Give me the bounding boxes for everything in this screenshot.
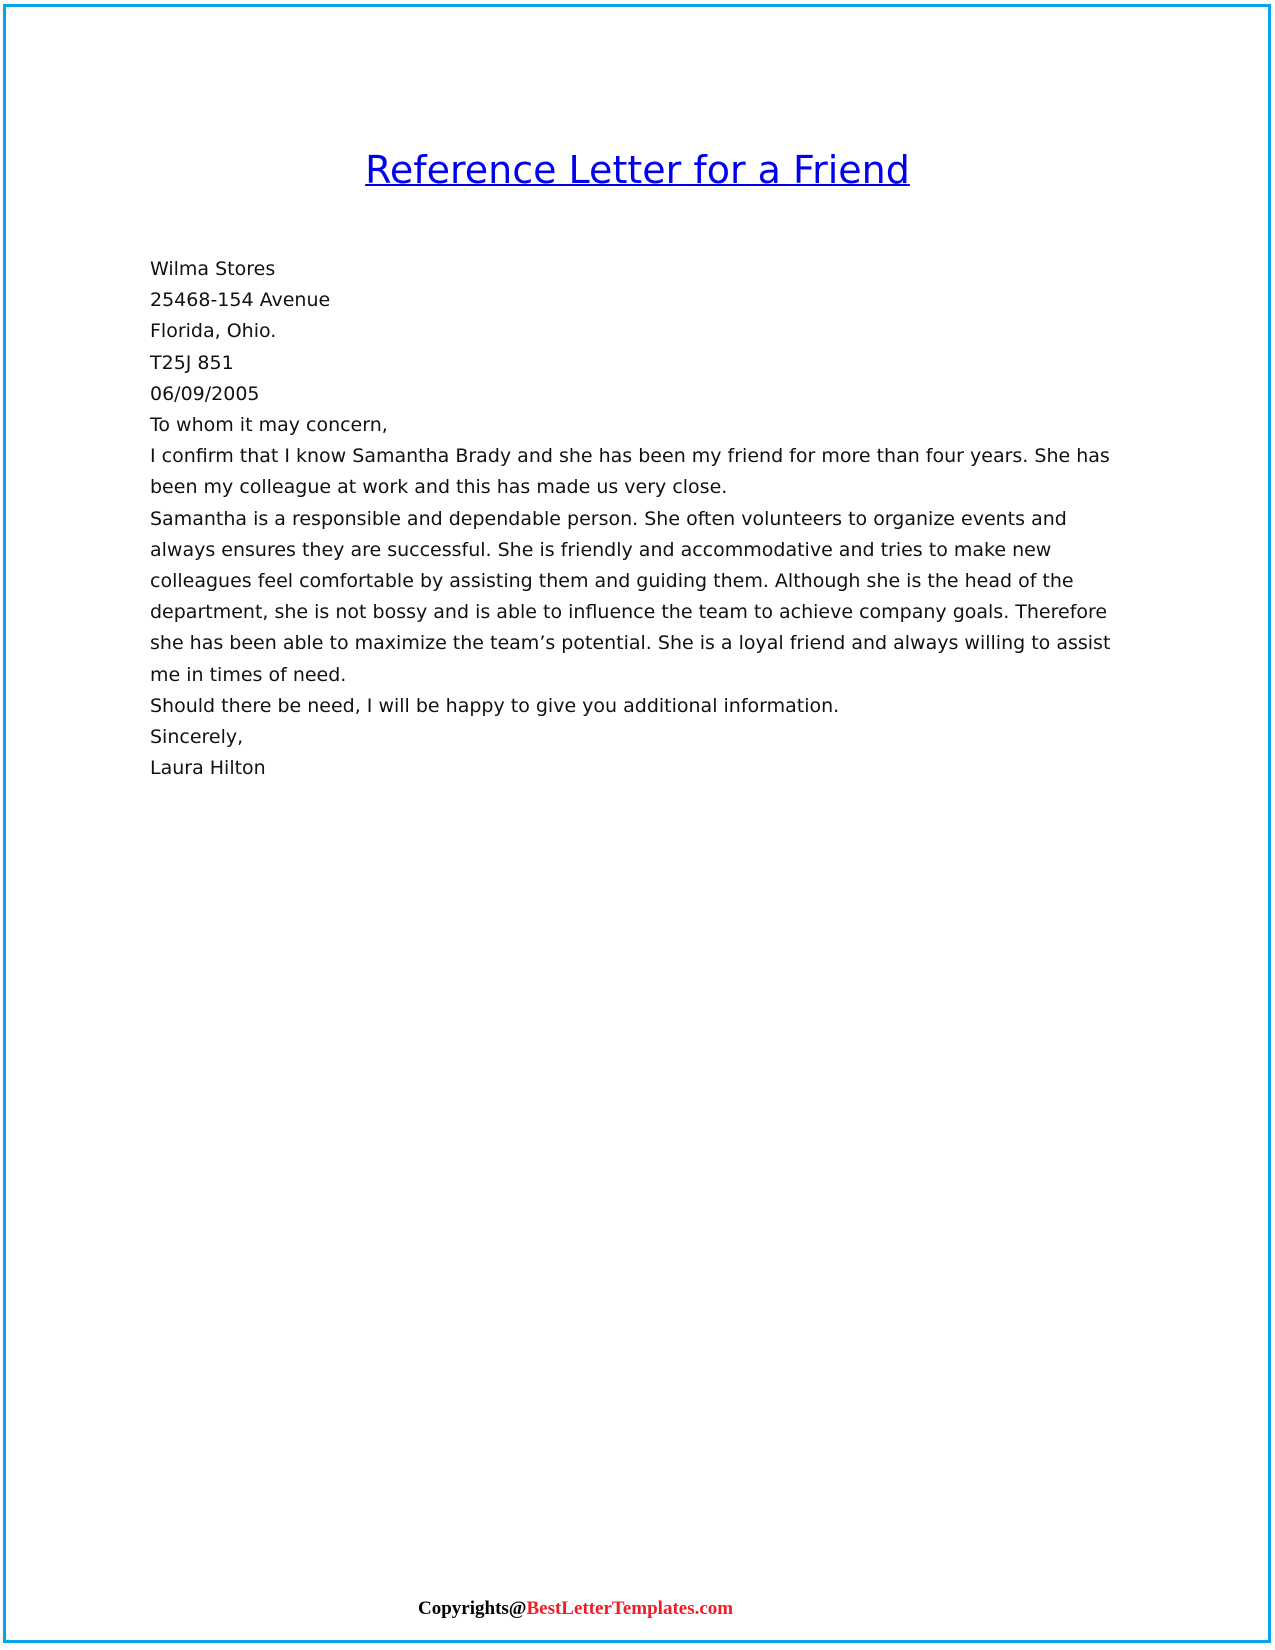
letter-date: 06/09/2005	[150, 382, 260, 405]
paragraph: I confirm that I know Samantha Brady and she has been my friend for more than four years. She has been my colleague at work and this has made us very close.	[150, 445, 1110, 499]
salutation: To whom it may concern,	[150, 414, 388, 437]
page-title	[0, 148, 1275, 192]
page-border	[3, 4, 1271, 1643]
title-link[interactable]: Reference Letter for a Friend	[365, 148, 910, 192]
letter-body	[150, 254, 1130, 784]
brand-link[interactable]: BestLetterTemplates.com	[526, 1598, 734, 1619]
address-line-2: Florida, Ohio.	[150, 320, 277, 343]
sender-name: Wilma Stores	[150, 258, 276, 280]
copyright-prefix: Copyrights@	[418, 1598, 527, 1619]
closing: Sincerely,	[150, 726, 244, 749]
address-line-1: 25468-154 Avenue	[150, 289, 331, 312]
copyright-footer	[418, 1598, 733, 1620]
paragraph: Samantha is a responsible and dependable person. She often volunteers to organize events and always ensures they are successful. She is friendly and accommodative and tries to make new colleagues feel comfortable by assisting them and guiding them. Although she is the head of the department, she is not bossy and is able to influence the team to achieve company goals. Therefore she has been able to maximize the team’s potential. She is a loyal friend and always willing to assist me in times of need.	[150, 507, 1111, 686]
signature: Laura Hilton	[150, 757, 266, 780]
paragraph: Should there be need, I will be happy to give you additional information.	[150, 694, 840, 717]
postal-code: T25J 851	[150, 351, 234, 374]
